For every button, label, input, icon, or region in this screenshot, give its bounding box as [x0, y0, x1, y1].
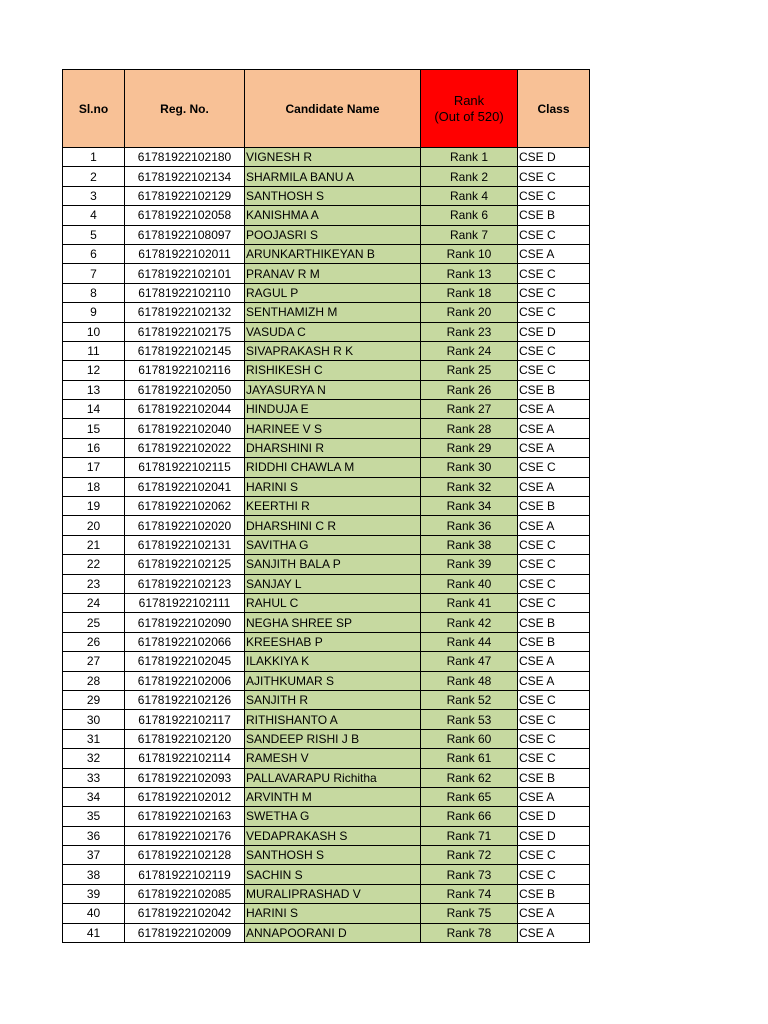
cell-candidate-name: JAYASURYA N	[245, 380, 421, 399]
cell-rank: Rank 66	[421, 807, 518, 826]
rank-list-table	[62, 69, 590, 943]
cell-candidate-name: RITHISHANTO A	[245, 710, 421, 729]
cell-regno: 61781922102117	[125, 710, 245, 729]
cell-rank: Rank 27	[421, 400, 518, 419]
header-rank-title: Rank	[453, 92, 485, 108]
cell-slno: 6	[63, 244, 125, 263]
cell-regno: 61781922102022	[125, 438, 245, 457]
cell-slno: 35	[63, 807, 125, 826]
cell-regno: 61781922102085	[125, 884, 245, 903]
cell-class: CSE B	[518, 632, 590, 651]
table-row	[63, 826, 590, 845]
cell-slno: 2	[63, 167, 125, 186]
cell-class: CSE C	[518, 341, 590, 360]
cell-regno: 61781922102163	[125, 807, 245, 826]
cell-candidate-name: SHARMILA BANU A	[245, 167, 421, 186]
cell-regno: 61781922102111	[125, 593, 245, 612]
cell-regno: 61781922102119	[125, 865, 245, 884]
cell-class: CSE C	[518, 303, 590, 322]
cell-class: CSE C	[518, 458, 590, 477]
cell-candidate-name: NEGHA SHREE SP	[245, 613, 421, 632]
cell-regno: 61781922102020	[125, 516, 245, 535]
cell-slno: 17	[63, 458, 125, 477]
cell-regno: 61781922102042	[125, 904, 245, 923]
cell-rank: Rank 48	[421, 671, 518, 690]
header-rank	[421, 70, 518, 148]
cell-rank: Rank 44	[421, 632, 518, 651]
table-row	[63, 768, 590, 787]
cell-regno: 61781922102116	[125, 361, 245, 380]
cell-rank: Rank 52	[421, 690, 518, 709]
cell-slno: 15	[63, 419, 125, 438]
cell-rank: Rank 78	[421, 923, 518, 942]
cell-candidate-name: SWETHA G	[245, 807, 421, 826]
cell-candidate-name: HARINEE V S	[245, 419, 421, 438]
table-row	[63, 148, 590, 167]
cell-rank: Rank 4	[421, 186, 518, 205]
table-row	[63, 244, 590, 263]
cell-regno: 61781922102180	[125, 148, 245, 167]
cell-slno: 1	[63, 148, 125, 167]
cell-slno: 28	[63, 671, 125, 690]
cell-regno: 61781922102045	[125, 652, 245, 671]
cell-class: CSE C	[518, 846, 590, 865]
cell-class: CSE C	[518, 749, 590, 768]
cell-rank: Rank 38	[421, 535, 518, 554]
cell-regno: 61781922102041	[125, 477, 245, 496]
cell-rank: Rank 74	[421, 884, 518, 903]
cell-regno: 61781922102050	[125, 380, 245, 399]
cell-rank: Rank 42	[421, 613, 518, 632]
cell-candidate-name: ILAKKIYA K	[245, 652, 421, 671]
cell-rank: Rank 72	[421, 846, 518, 865]
cell-class: CSE C	[518, 593, 590, 612]
cell-slno: 38	[63, 865, 125, 884]
cell-regno: 61781922102062	[125, 497, 245, 516]
cell-regno: 61781922102009	[125, 923, 245, 942]
cell-candidate-name: SAVITHA G	[245, 535, 421, 554]
table-row	[63, 283, 590, 302]
cell-regno: 61781922102093	[125, 768, 245, 787]
cell-rank: Rank 26	[421, 380, 518, 399]
header-slno: Sl.no	[63, 70, 125, 148]
table-row	[63, 807, 590, 826]
table-row	[63, 497, 590, 516]
cell-class: CSE C	[518, 535, 590, 554]
cell-slno: 33	[63, 768, 125, 787]
cell-class: CSE C	[518, 167, 590, 186]
cell-candidate-name: KREESHAB P	[245, 632, 421, 651]
table-row	[63, 884, 590, 903]
header-rank-subtitle: (Out of 520)	[434, 108, 504, 124]
cell-candidate-name: SANJAY L	[245, 574, 421, 593]
cell-slno: 32	[63, 749, 125, 768]
cell-candidate-name: VEDAPRAKASH S	[245, 826, 421, 845]
cell-candidate-name: RAHUL C	[245, 593, 421, 612]
cell-regno: 61781922102115	[125, 458, 245, 477]
cell-class: CSE A	[518, 787, 590, 806]
cell-slno: 21	[63, 535, 125, 554]
cell-class: CSE A	[518, 244, 590, 263]
cell-regno: 61781922102175	[125, 322, 245, 341]
cell-rank: Rank 2	[421, 167, 518, 186]
cell-rank: Rank 23	[421, 322, 518, 341]
table-row	[63, 225, 590, 244]
cell-candidate-name: MURALIPRASHAD V	[245, 884, 421, 903]
table-row	[63, 729, 590, 748]
table-row	[63, 419, 590, 438]
cell-candidate-name: RAGUL P	[245, 283, 421, 302]
cell-slno: 5	[63, 225, 125, 244]
table-row	[63, 923, 590, 942]
cell-candidate-name: HARINI S	[245, 904, 421, 923]
cell-slno: 30	[63, 710, 125, 729]
table-row	[63, 671, 590, 690]
cell-slno: 34	[63, 787, 125, 806]
table-row	[63, 264, 590, 283]
table-row	[63, 555, 590, 574]
header-row	[63, 70, 590, 148]
cell-candidate-name: SACHIN S	[245, 865, 421, 884]
table-row	[63, 632, 590, 651]
table-row	[63, 438, 590, 457]
cell-candidate-name: KEERTHI R	[245, 497, 421, 516]
cell-slno: 9	[63, 303, 125, 322]
cell-class: CSE B	[518, 380, 590, 399]
cell-slno: 3	[63, 186, 125, 205]
cell-candidate-name: PRANAV R M	[245, 264, 421, 283]
cell-class: CSE C	[518, 283, 590, 302]
table-row	[63, 400, 590, 419]
cell-class: CSE A	[518, 438, 590, 457]
cell-class: CSE C	[518, 361, 590, 380]
cell-class: CSE B	[518, 768, 590, 787]
table-row	[63, 904, 590, 923]
cell-regno: 61781922102114	[125, 749, 245, 768]
table-row	[63, 458, 590, 477]
cell-slno: 27	[63, 652, 125, 671]
cell-rank: Rank 7	[421, 225, 518, 244]
cell-candidate-name: SANJITH R	[245, 690, 421, 709]
cell-candidate-name: SENTHAMIZH M	[245, 303, 421, 322]
cell-rank: Rank 36	[421, 516, 518, 535]
cell-class: CSE D	[518, 322, 590, 341]
table-row	[63, 477, 590, 496]
cell-slno: 8	[63, 283, 125, 302]
cell-candidate-name: RIDDHI CHAWLA M	[245, 458, 421, 477]
cell-regno: 61781922102126	[125, 690, 245, 709]
table-row	[63, 303, 590, 322]
cell-candidate-name: HARINI S	[245, 477, 421, 496]
cell-slno: 4	[63, 206, 125, 225]
cell-candidate-name: SANJITH BALA P	[245, 555, 421, 574]
cell-rank: Rank 32	[421, 477, 518, 496]
cell-regno: 61781922102176	[125, 826, 245, 845]
cell-regno: 61781922102101	[125, 264, 245, 283]
cell-rank: Rank 40	[421, 574, 518, 593]
table-body	[63, 148, 590, 943]
cell-slno: 13	[63, 380, 125, 399]
cell-slno: 39	[63, 884, 125, 903]
cell-candidate-name: SANTHOSH S	[245, 186, 421, 205]
table-row	[63, 516, 590, 535]
table-row	[63, 690, 590, 709]
cell-rank: Rank 1	[421, 148, 518, 167]
cell-rank: Rank 25	[421, 361, 518, 380]
table-row	[63, 167, 590, 186]
cell-class: CSE C	[518, 264, 590, 283]
cell-regno: 61781922102110	[125, 283, 245, 302]
header-class: Class	[518, 70, 590, 148]
cell-regno: 61781922102125	[125, 555, 245, 574]
table-row	[63, 535, 590, 554]
cell-regno: 61781922102058	[125, 206, 245, 225]
cell-class: CSE D	[518, 826, 590, 845]
table-row	[63, 652, 590, 671]
cell-candidate-name: VASUDA C	[245, 322, 421, 341]
cell-class: CSE A	[518, 904, 590, 923]
cell-slno: 26	[63, 632, 125, 651]
table-row	[63, 593, 590, 612]
cell-slno: 41	[63, 923, 125, 942]
cell-class: CSE A	[518, 400, 590, 419]
cell-slno: 23	[63, 574, 125, 593]
cell-rank: Rank 20	[421, 303, 518, 322]
table-row	[63, 186, 590, 205]
cell-rank: Rank 65	[421, 787, 518, 806]
cell-candidate-name: RISHIKESH C	[245, 361, 421, 380]
table-row	[63, 206, 590, 225]
cell-rank: Rank 39	[421, 555, 518, 574]
table-row	[63, 574, 590, 593]
cell-class: CSE A	[518, 516, 590, 535]
table-row	[63, 787, 590, 806]
cell-class: CSE C	[518, 574, 590, 593]
cell-rank: Rank 13	[421, 264, 518, 283]
cell-slno: 24	[63, 593, 125, 612]
cell-regno: 61781922102134	[125, 167, 245, 186]
cell-rank: Rank 28	[421, 419, 518, 438]
cell-class: CSE B	[518, 206, 590, 225]
cell-regno: 61781922102123	[125, 574, 245, 593]
cell-candidate-name: VIGNESH R	[245, 148, 421, 167]
cell-rank: Rank 47	[421, 652, 518, 671]
header-regno: Reg. No.	[125, 70, 245, 148]
cell-candidate-name: SIVAPRAKASH R K	[245, 341, 421, 360]
cell-slno: 12	[63, 361, 125, 380]
cell-class: CSE D	[518, 807, 590, 826]
cell-candidate-name: PALLAVARAPU Richitha	[245, 768, 421, 787]
cell-slno: 16	[63, 438, 125, 457]
cell-candidate-name: ARUNKARTHIKEYAN B	[245, 244, 421, 263]
cell-slno: 22	[63, 555, 125, 574]
cell-slno: 29	[63, 690, 125, 709]
cell-regno: 61781922108097	[125, 225, 245, 244]
cell-regno: 61781922102145	[125, 341, 245, 360]
cell-regno: 61781922102090	[125, 613, 245, 632]
cell-regno: 61781922102040	[125, 419, 245, 438]
table-row	[63, 710, 590, 729]
cell-rank: Rank 71	[421, 826, 518, 845]
cell-candidate-name: DHARSHINI C R	[245, 516, 421, 535]
cell-regno: 61781922102132	[125, 303, 245, 322]
cell-rank: Rank 60	[421, 729, 518, 748]
cell-slno: 31	[63, 729, 125, 748]
cell-candidate-name: KANISHMA A	[245, 206, 421, 225]
cell-candidate-name: ANNAPOORANI D	[245, 923, 421, 942]
cell-slno: 40	[63, 904, 125, 923]
cell-rank: Rank 29	[421, 438, 518, 457]
cell-candidate-name: DHARSHINI R	[245, 438, 421, 457]
cell-class: CSE C	[518, 555, 590, 574]
table-row	[63, 380, 590, 399]
cell-regno: 61781922102066	[125, 632, 245, 651]
cell-rank: Rank 24	[421, 341, 518, 360]
cell-class: CSE B	[518, 884, 590, 903]
cell-rank: Rank 10	[421, 244, 518, 263]
cell-candidate-name: SANTHOSH S	[245, 846, 421, 865]
cell-candidate-name: SANDEEP RISHI J B	[245, 729, 421, 748]
cell-rank: Rank 73	[421, 865, 518, 884]
cell-class: CSE A	[518, 923, 590, 942]
cell-class: CSE A	[518, 652, 590, 671]
table-row	[63, 341, 590, 360]
cell-class: CSE B	[518, 613, 590, 632]
cell-rank: Rank 18	[421, 283, 518, 302]
cell-rank: Rank 34	[421, 497, 518, 516]
cell-candidate-name: ARVINTH M	[245, 787, 421, 806]
cell-slno: 20	[63, 516, 125, 535]
cell-class: CSE C	[518, 865, 590, 884]
cell-regno: 61781922102006	[125, 671, 245, 690]
cell-rank: Rank 61	[421, 749, 518, 768]
table-row	[63, 613, 590, 632]
cell-class: CSE A	[518, 671, 590, 690]
cell-slno: 18	[63, 477, 125, 496]
cell-slno: 11	[63, 341, 125, 360]
cell-regno: 61781922102011	[125, 244, 245, 263]
cell-rank: Rank 41	[421, 593, 518, 612]
table-row	[63, 322, 590, 341]
cell-rank: Rank 30	[421, 458, 518, 477]
cell-rank: Rank 75	[421, 904, 518, 923]
cell-candidate-name: HINDUJA E	[245, 400, 421, 419]
cell-rank: Rank 53	[421, 710, 518, 729]
cell-class: CSE C	[518, 729, 590, 748]
cell-slno: 14	[63, 400, 125, 419]
cell-class: CSE B	[518, 497, 590, 516]
header-candidate-name: Candidate Name	[245, 70, 421, 148]
cell-class: CSE A	[518, 477, 590, 496]
table-row	[63, 865, 590, 884]
cell-slno: 7	[63, 264, 125, 283]
table-row	[63, 846, 590, 865]
cell-regno: 61781922102044	[125, 400, 245, 419]
cell-candidate-name: AJITHKUMAR S	[245, 671, 421, 690]
cell-slno: 10	[63, 322, 125, 341]
cell-class: CSE C	[518, 710, 590, 729]
cell-class: CSE C	[518, 225, 590, 244]
cell-rank: Rank 6	[421, 206, 518, 225]
cell-candidate-name: POOJASRI S	[245, 225, 421, 244]
table-row	[63, 749, 590, 768]
cell-slno: 36	[63, 826, 125, 845]
cell-regno: 61781922102012	[125, 787, 245, 806]
cell-class: CSE C	[518, 186, 590, 205]
cell-class: CSE C	[518, 690, 590, 709]
cell-regno: 61781922102131	[125, 535, 245, 554]
cell-class: CSE D	[518, 148, 590, 167]
cell-regno: 61781922102128	[125, 846, 245, 865]
cell-slno: 19	[63, 497, 125, 516]
table-row	[63, 361, 590, 380]
cell-candidate-name: RAMESH V	[245, 749, 421, 768]
cell-slno: 37	[63, 846, 125, 865]
cell-slno: 25	[63, 613, 125, 632]
cell-class: CSE A	[518, 419, 590, 438]
cell-regno: 61781922102120	[125, 729, 245, 748]
cell-rank: Rank 62	[421, 768, 518, 787]
cell-regno: 61781922102129	[125, 186, 245, 205]
